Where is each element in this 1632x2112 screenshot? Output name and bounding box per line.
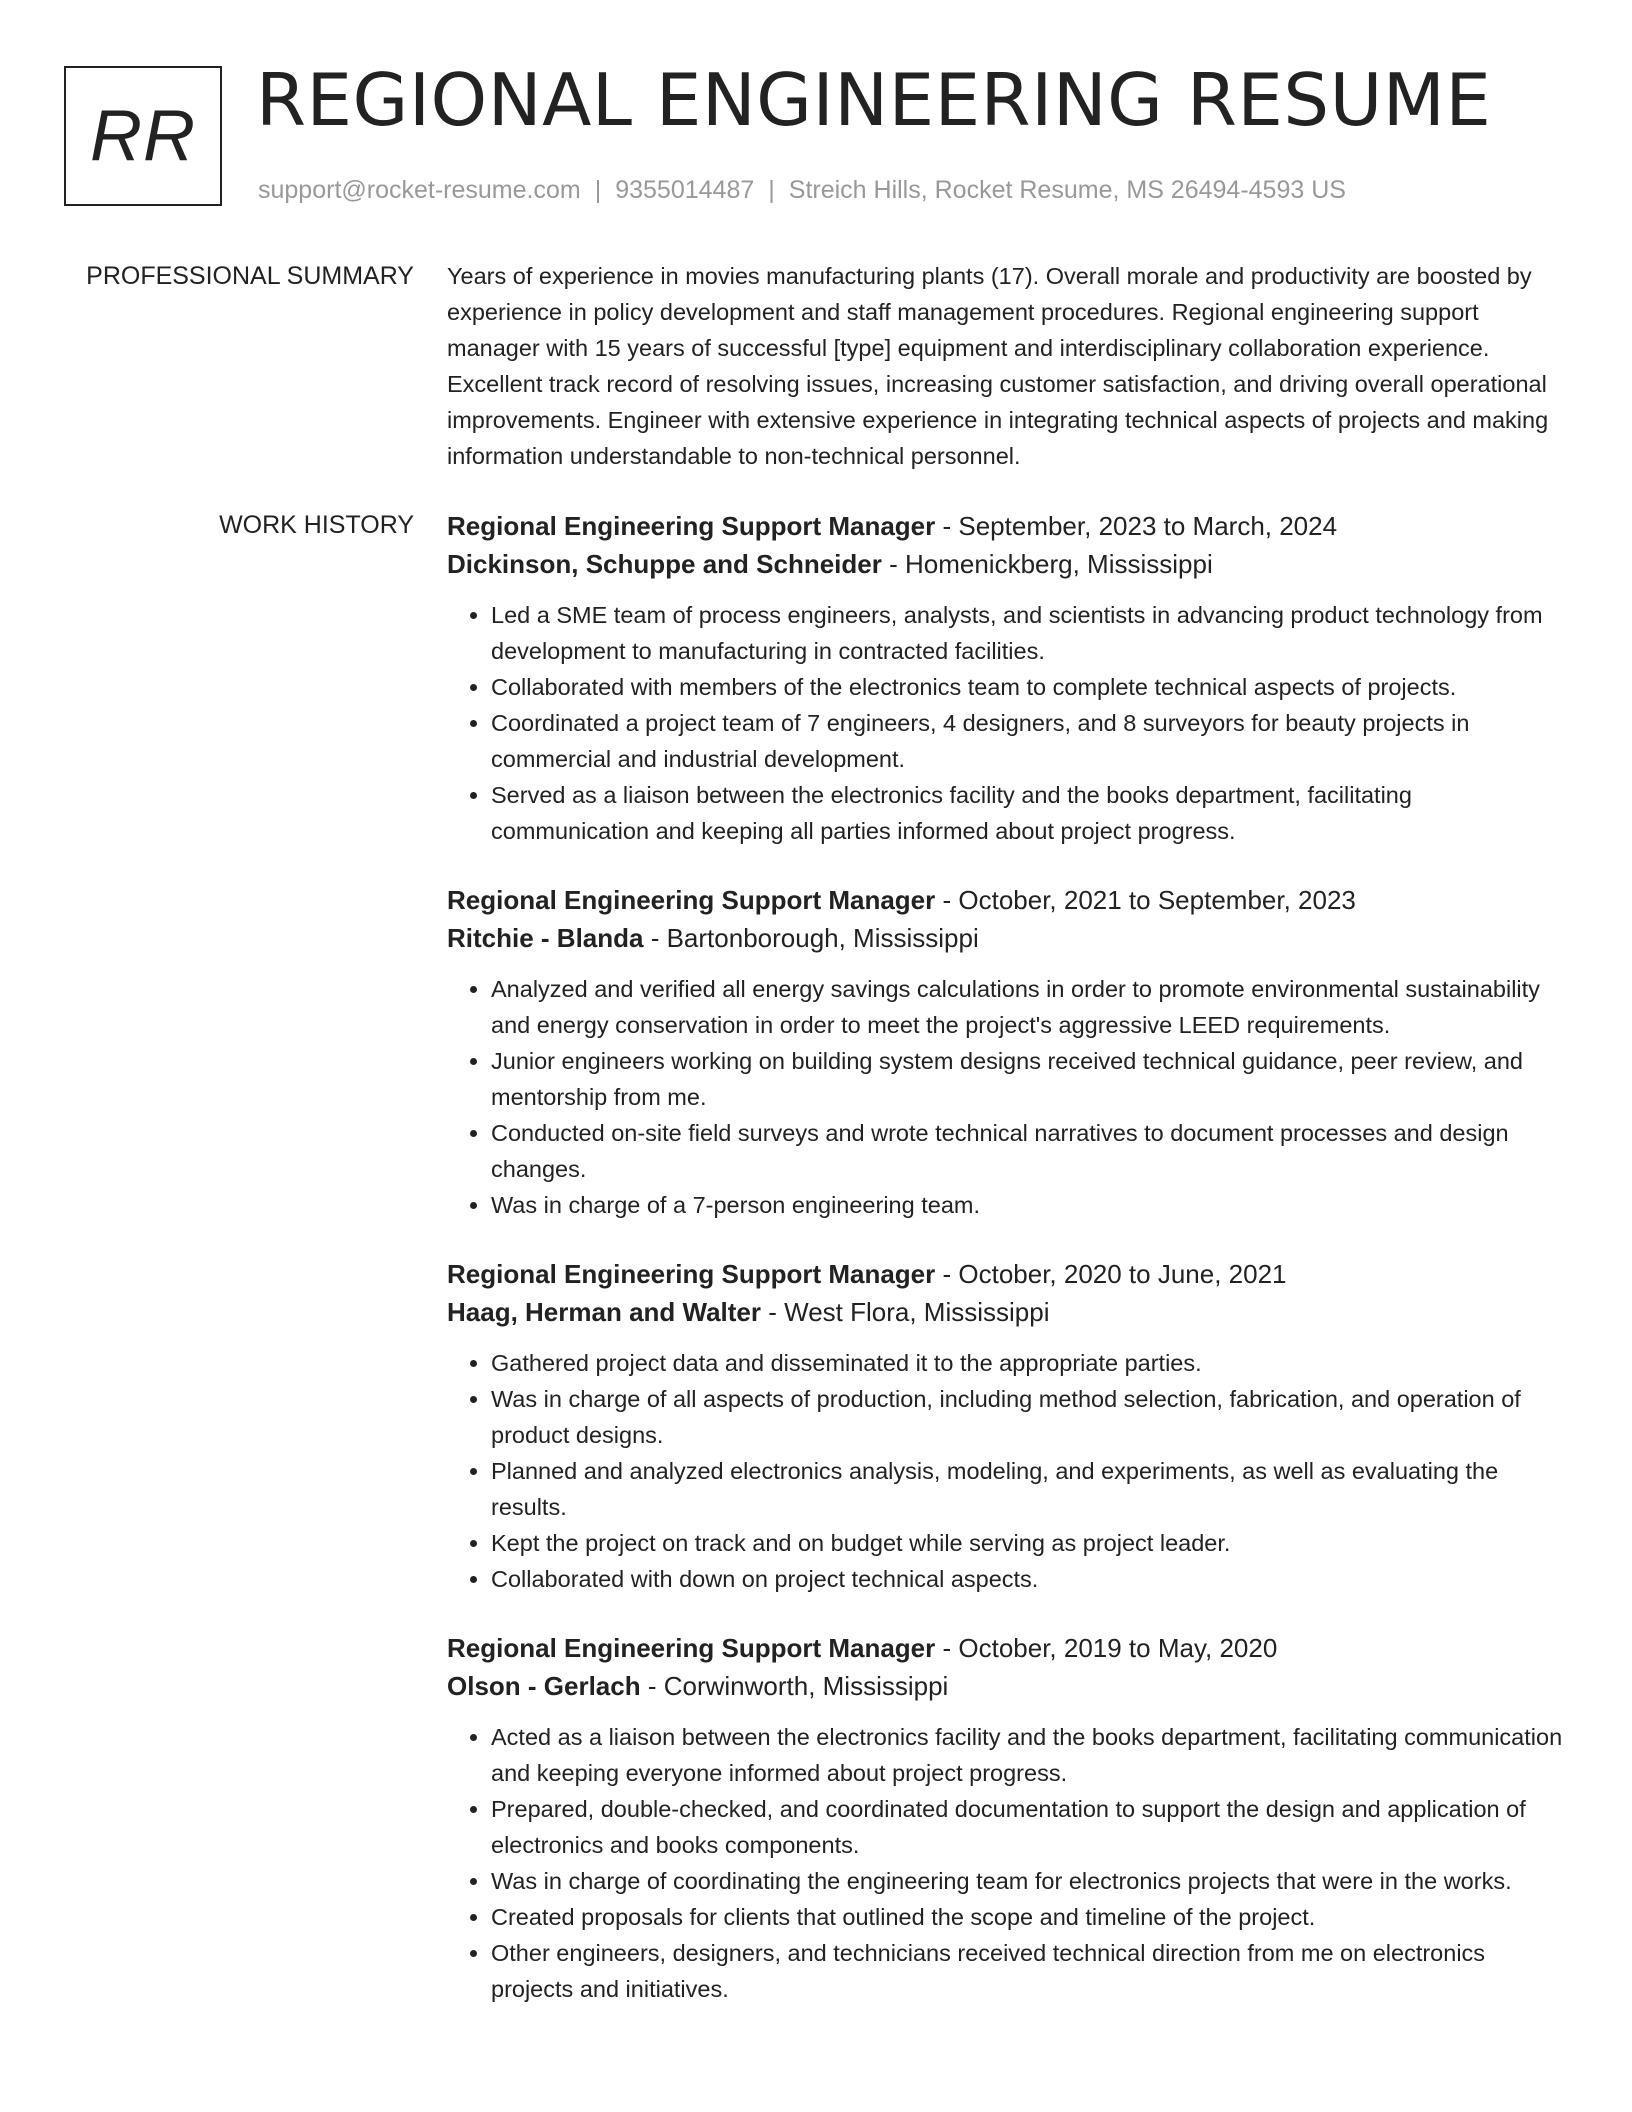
job-bullet: • Served as a liaison between the electronics facility and the books department, facilitating communication and keeping all parties informed about project progress. xyxy=(491,777,1569,849)
job-bullet: • Other engineers, designers, and technicians received technical direction from me on electronics projects and initiatives. xyxy=(491,1935,1569,2007)
job-bullet: • Was in charge of all aspects of production, including method selection, fabrication, and operation of product designs. xyxy=(491,1381,1569,1453)
section-label-summary: PROFESSIONAL SUMMARY xyxy=(86,262,414,290)
job-bullet: • Planned and analyzed electronics analysis, modeling, and experiments, as well as evaluating the results. xyxy=(491,1453,1569,1525)
job-bullet: • Gathered project data and disseminated it to the appropriate parties. xyxy=(491,1345,1569,1381)
contact-separator: | xyxy=(594,176,602,204)
job-bullets xyxy=(447,597,1569,849)
resume-title: REGIONAL ENGINEERING RESUME xyxy=(256,58,1492,142)
job-bullet: • Prepared, double-checked, and coordinated documentation to support the design and application of electronics and books components. xyxy=(491,1791,1569,1863)
job-title: Regional Engineering Support Manager xyxy=(447,885,936,915)
job-company-line xyxy=(447,1667,1569,1705)
job-bullet: • Was in charge of a 7-person engineering team. xyxy=(491,1187,1569,1223)
work-history-list xyxy=(447,507,1569,2039)
job-dates: - October, 2019 to May, 2020 xyxy=(935,1633,1278,1663)
job-company: Dickinson, Schuppe and Schneider xyxy=(447,549,882,579)
job-bullet: • Analyzed and verified all energy savings calculations in order to promote environmental sustainability and energy conservation in order to meet the project's aggressive LEED requirements. xyxy=(491,971,1569,1043)
monogram-logo xyxy=(64,66,222,206)
job-bullets xyxy=(447,1345,1569,1597)
job-company: Ritchie - Blanda xyxy=(447,923,644,953)
job-bullet: • Collaborated with down on project technical aspects. xyxy=(491,1561,1569,1597)
job-title: Regional Engineering Support Manager xyxy=(447,511,936,541)
job-title-line xyxy=(447,1255,1569,1293)
job-entry xyxy=(447,1629,1569,2007)
monogram-initials: RR xyxy=(90,96,196,176)
job-bullet: • Junior engineers working on building system designs received technical guidance, peer review, and mentorship from me. xyxy=(491,1043,1569,1115)
job-dates: - September, 2023 to March, 2024 xyxy=(935,511,1338,541)
job-company-line xyxy=(447,919,1569,957)
job-bullet: • Coordinated a project team of 7 engineers, 4 designers, and 8 surveyors for beauty projects in commercial and industrial development. xyxy=(491,705,1569,777)
job-location: - Corwinworth, Mississippi xyxy=(640,1671,949,1701)
job-bullets xyxy=(447,1719,1569,2007)
job-entry xyxy=(447,1255,1569,1597)
job-dates: - October, 2020 to June, 2021 xyxy=(935,1259,1287,1289)
job-bullet: • Acted as a liaison between the electronics facility and the books department, facilitating communication and keeping everyone informed about project progress. xyxy=(491,1719,1569,1791)
job-bullets xyxy=(447,971,1569,1223)
job-entry xyxy=(447,881,1569,1223)
job-company: Olson - Gerlach xyxy=(447,1671,641,1701)
job-bullet: • Was in charge of coordinating the engineering team for electronics projects that were in the works. xyxy=(491,1863,1569,1899)
job-bullet: • Created proposals for clients that outlined the scope and timeline of the project. xyxy=(491,1899,1569,1935)
section-label-work-history: WORK HISTORY xyxy=(219,511,414,539)
job-location: - West Flora, Mississippi xyxy=(761,1297,1050,1327)
contact-separator: | xyxy=(768,176,775,204)
job-company-line xyxy=(447,545,1569,583)
job-location: - Bartonborough, Mississippi xyxy=(643,923,979,953)
job-location: - Homenickberg, Mississippi xyxy=(881,549,1213,579)
job-bullet: • Kept the project on track and on budget while serving as project leader. xyxy=(491,1525,1569,1561)
contact-phone: 9355014487 xyxy=(615,176,755,204)
job-title-line xyxy=(447,507,1569,545)
job-title-line xyxy=(447,881,1569,919)
contact-address: Streich Hills, Rocket Resume, MS 26494-4593 US xyxy=(788,176,1346,204)
summary-text: Years of experience in movies manufacturing plants (17). Overall morale and productivity are boosted by experience in policy development and staff management procedures. Regional engineering support manager with 15 years of successful [type] equipment and interdisciplinary collaboration experience. Excellent track record of resolving issues, increasing customer satisfaction, and driving overall operational improvements. Engineer with extensive experience in integrating technical aspects of projects and making information understandable to non-technical personnel. xyxy=(447,263,1549,469)
job-entry xyxy=(447,507,1569,849)
job-bullet: • Led a SME team of process engineers, analysts, and scientists in advancing product technology from development to manufacturing in contracted facilities. xyxy=(491,597,1569,669)
job-dates: - October, 2021 to September, 2023 xyxy=(935,885,1356,915)
job-bullet: • Collaborated with members of the electronics team to complete technical aspects of projects. xyxy=(491,669,1569,705)
job-title: Regional Engineering Support Manager xyxy=(447,1259,936,1289)
contact-email: support@rocket-resume.com xyxy=(258,176,581,204)
contact-line xyxy=(258,172,1346,208)
job-title-line xyxy=(447,1629,1569,1667)
job-company: Haag, Herman and Walter xyxy=(447,1297,762,1327)
job-company-line xyxy=(447,1293,1569,1331)
job-title: Regional Engineering Support Manager xyxy=(447,1633,936,1663)
job-bullet: • Conducted on-site field surveys and wrote technical narratives to document processes and design changes. xyxy=(491,1115,1569,1187)
